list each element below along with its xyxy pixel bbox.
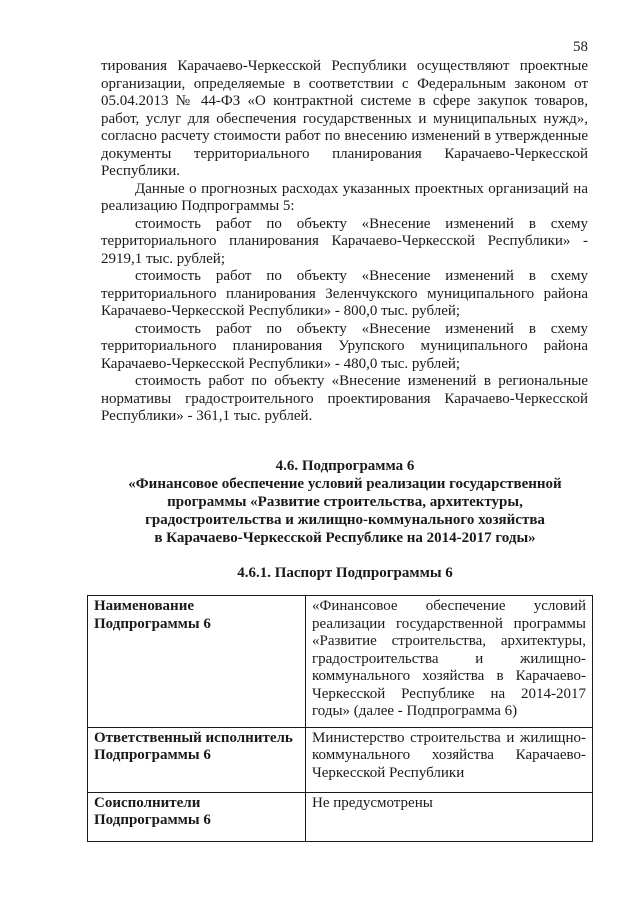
row-value: «Финансовое обеспечение условий реализации государственной программы «Развитие строительства, архитектуры, градостроительства и жилищно-коммунального хозяйства в Карачаево-Черкесской Республике на 2014-2017 годы» (далее - Подпрограмма 6)	[306, 596, 593, 728]
section-heading	[100, 457, 590, 547]
heading-line: 4.6. Подпрограмма 6	[275, 458, 415, 474]
row-value: Не предусмотрены	[306, 792, 593, 841]
paragraph: стоимость работ по объекту «Внесение изменений в схему территориального планирования Карачаево-Черкесской Республики» - 2919,1 тыс. рублей;	[101, 215, 588, 267]
body-text	[101, 58, 588, 426]
heading-line: «Финансовое обеспечение условий реализации государственной	[128, 476, 562, 492]
paragraph: стоимость работ по объекту «Внесение изменений в региональные нормативы градостроительного проектирования Карачаево-Черкесской Республики» - 361,1 тыс. рублей.	[101, 373, 588, 424]
table-row	[88, 792, 593, 841]
heading-line: градостроительства и жилищно-коммунального хозяйства	[145, 512, 545, 528]
heading-line: программы «Развитие строительства, архитектуры,	[167, 494, 523, 510]
heading-line: в Карачаево-Черкесской Республике на 2014-2017 годы»	[154, 530, 536, 546]
table-row	[88, 727, 593, 792]
passport-table	[87, 595, 593, 842]
row-label: Соисполнители Подпрограммы 6	[88, 792, 306, 841]
paragraph: тирования Карачаево-Черкесской Республики осуществляют проектные организации, определяемые в соответствии с Федеральным законом от 05.04.2013 № 44-ФЗ «О контрактной системе в сфере закупок товаров, работ, услуг для обеспечения государственных и муниципальных нужд», согласно расчету стоимости работ по внесению изменений в утвержденные документы территориального планирования Карачаево-Черкесской Республики.	[101, 58, 588, 179]
row-label: Ответственный исполнитель Подпрограммы 6	[88, 727, 306, 792]
paragraph: Данные о прогнозных расходах указанных проектных организаций на реализацию Подпрограммы 5:	[101, 180, 588, 214]
passport-subheading: 4.6.1. Паспорт Подпрограммы 6	[237, 565, 453, 581]
table-row	[88, 596, 593, 728]
row-label: Наименование Подпрограммы 6	[88, 596, 306, 728]
row-value: Министерство строительства и жилищно-коммунального хозяйства Карачаево-Черкесской Республики	[306, 727, 593, 792]
page-number: 58	[573, 39, 588, 55]
paragraph: стоимость работ по объекту «Внесение изменений в схему территориального планирования Зеленчукского муниципального района Карачаево-Черкесской Республики» - 800,0 тыс. рублей;	[101, 268, 588, 319]
paragraph: стоимость работ по объекту «Внесение изменений в схему территориального планирования Урупского муниципального района Карачаево-Черкесской Республики» - 480,0 тыс. рублей;	[101, 320, 588, 372]
